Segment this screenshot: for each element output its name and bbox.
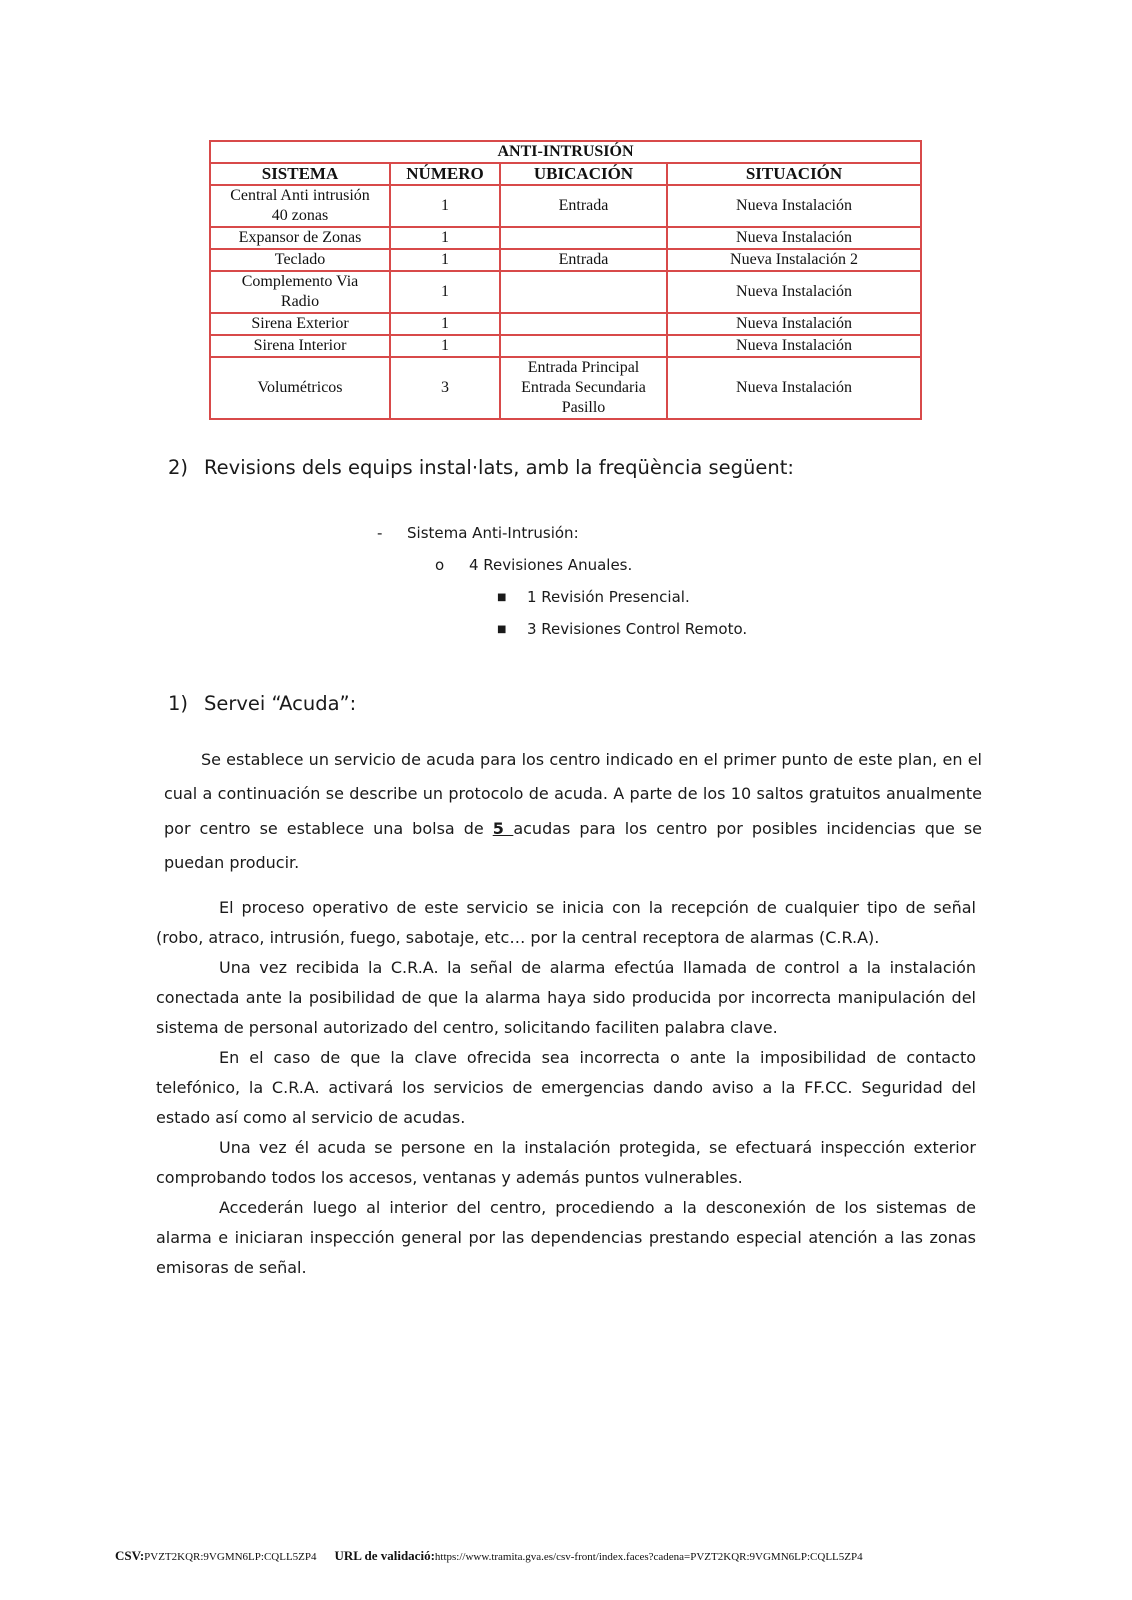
- cell-ubicacion-line: Entrada Principal: [527, 359, 640, 376]
- section-title: Servei “Acuda”:: [204, 692, 357, 715]
- cell-situacion: Nueva Instalación 2: [667, 249, 921, 271]
- table-row: [210, 335, 921, 357]
- list-item-text: 1 Revisión Presencial.: [527, 588, 690, 606]
- procedure-body: [156, 893, 976, 1283]
- circle-bullet-icon: o: [435, 556, 445, 574]
- header-situacion: SITUACIÓN: [667, 163, 921, 185]
- url-label: URL de validació:: [334, 1548, 435, 1563]
- table-row: [210, 249, 921, 271]
- table-row: [210, 227, 921, 249]
- table-row: [210, 357, 921, 419]
- list-item-level2: [435, 556, 632, 574]
- csv-label: CSV:: [115, 1548, 145, 1563]
- url-value: https://www.tramita.gva.es/csv-front/index.faces?cadena=PVZT2KQR:9VGMN6LP:CQLL5ZP4: [434, 1551, 863, 1563]
- cell-situacion: Nueva Instalación: [667, 357, 921, 419]
- cell-sistema: Teclado: [210, 249, 390, 271]
- anti-intrusion-table-wrapper: [209, 140, 920, 420]
- cell-ubicacion: Entrada: [500, 249, 667, 271]
- body-paragraph: Una vez recibida la C.R.A. la señal de alarma efectúa llamada de control a la instalación conectada ante la posibilidad de que la alarma haya sido producida por incorrecta manipulación del sistema de personal autorizado del centro, solicitando faciliten palabra clave.: [156, 958, 976, 1037]
- dash-bullet-icon: -: [377, 524, 383, 542]
- body-paragraph: El proceso operativo de este servicio se inicia con la recepción de cualquier tipo de señal (robo, atraco, intrusión, fuego, sabotaje, etc… por la central receptora de alarmas (C.R.A).: [156, 898, 976, 947]
- anti-intrusion-table: [209, 140, 922, 420]
- cell-numero: 1: [390, 313, 500, 335]
- list-item-level3: [497, 588, 690, 606]
- cell-situacion: Nueva Instalación: [667, 335, 921, 357]
- cell-ubicacion: Entrada: [500, 185, 667, 227]
- cell-sistema: Expansor de Zonas: [210, 227, 390, 249]
- cell-sistema-line: Complemento Via: [241, 273, 359, 290]
- section-title: Revisions dels equips instal·lats, amb la freqüència següent:: [204, 456, 794, 479]
- cell-sistema: Sirena Interior: [210, 335, 390, 357]
- list-item-level3: [497, 620, 747, 638]
- cell-numero: 1: [390, 335, 500, 357]
- list-item-text: Sistema Anti-Intrusión:: [407, 524, 579, 542]
- list-item-level1: [377, 524, 579, 542]
- table-header-row: [210, 163, 921, 185]
- table-row: [210, 185, 921, 227]
- intro-text-before: Se establece un servicio de acuda para los centro indicado en el primer punto de este plan, en el cual a continuación se describe un protocolo de acuda. A parte de los 10 saltos gratuitos anualmente por centro se establece una bolsa de: [164, 750, 982, 838]
- cell-ubicacion: [500, 313, 667, 335]
- csv-value: PVZT2KQR:9VGMN6LP:CQLL5ZP4: [144, 1551, 317, 1563]
- validation-footer: [115, 1548, 863, 1564]
- section-heading-acuda: [168, 692, 356, 715]
- cell-sistema-line: Central Anti intrusión: [230, 187, 370, 204]
- section-heading-revisions: [168, 456, 794, 479]
- intro-text-after: acudas para los centro por posibles incidencias que se puedan producir.: [164, 818, 983, 873]
- intro-text: [164, 743, 982, 881]
- cell-ubicacion-line: Pasillo: [561, 399, 606, 416]
- cell-sistema: [210, 271, 390, 313]
- square-bullet-icon: ■: [497, 592, 507, 603]
- cell-numero: 1: [390, 185, 500, 227]
- intro-paragraph: [164, 743, 982, 881]
- cell-situacion: Nueva Instalación: [667, 313, 921, 335]
- cell-sistema-line: 40 zonas: [271, 207, 329, 224]
- table-row: [210, 313, 921, 335]
- header-numero: NÚMERO: [390, 163, 500, 185]
- cell-sistema-line: Radio: [280, 293, 320, 310]
- cell-ubicacion-line: Entrada Secundaria: [521, 379, 646, 396]
- cell-sistema: [210, 185, 390, 227]
- section-number: 1): [168, 692, 189, 715]
- cell-sistema: Volumétricos: [210, 357, 390, 419]
- cell-numero: 3: [390, 357, 500, 419]
- cell-ubicacion: [500, 271, 667, 313]
- table-row: [210, 271, 921, 313]
- cell-numero: 1: [390, 249, 500, 271]
- list-item-text: 4 Revisiones Anuales.: [469, 556, 633, 574]
- body-paragraph: Accederán luego al interior del centro, procediendo a la desconexión de los sistemas de alarma e iniciaran inspección general por las dependencias prestando especial atención a las zonas emisoras de señal.: [156, 1198, 976, 1277]
- cell-situacion: Nueva Instalación: [667, 271, 921, 313]
- cell-situacion: Nueva Instalación: [667, 185, 921, 227]
- table-title: ANTI-INTRUSIÓN: [210, 141, 921, 163]
- section-number: 2): [168, 456, 189, 479]
- intro-bold-number: 5: [492, 818, 514, 838]
- cell-numero: 1: [390, 271, 500, 313]
- cell-ubicacion: [500, 357, 667, 419]
- header-sistema: SISTEMA: [210, 163, 390, 185]
- header-ubicacion: UBICACIÓN: [500, 163, 667, 185]
- list-item-text: 3 Revisiones Control Remoto.: [527, 620, 748, 638]
- cell-sistema: Sirena Exterior: [210, 313, 390, 335]
- cell-numero: 1: [390, 227, 500, 249]
- cell-ubicacion: [500, 227, 667, 249]
- cell-ubicacion: [500, 335, 667, 357]
- cell-situacion: Nueva Instalación: [667, 227, 921, 249]
- body-paragraph: En el caso de que la clave ofrecida sea incorrecta o ante la imposibilidad de contacto telefónico, la C.R.A. activará los servicios de emergencias dando aviso a la FF.CC. Seguridad del estado así como al servicio de acudas.: [156, 1048, 976, 1127]
- square-bullet-icon: ■: [497, 624, 507, 635]
- body-paragraph: Una vez él acuda se persone en la instalación protegida, se efectuará inspección exterior comprobando todos los accesos, ventanas y además puntos vulnerables.: [156, 1138, 976, 1187]
